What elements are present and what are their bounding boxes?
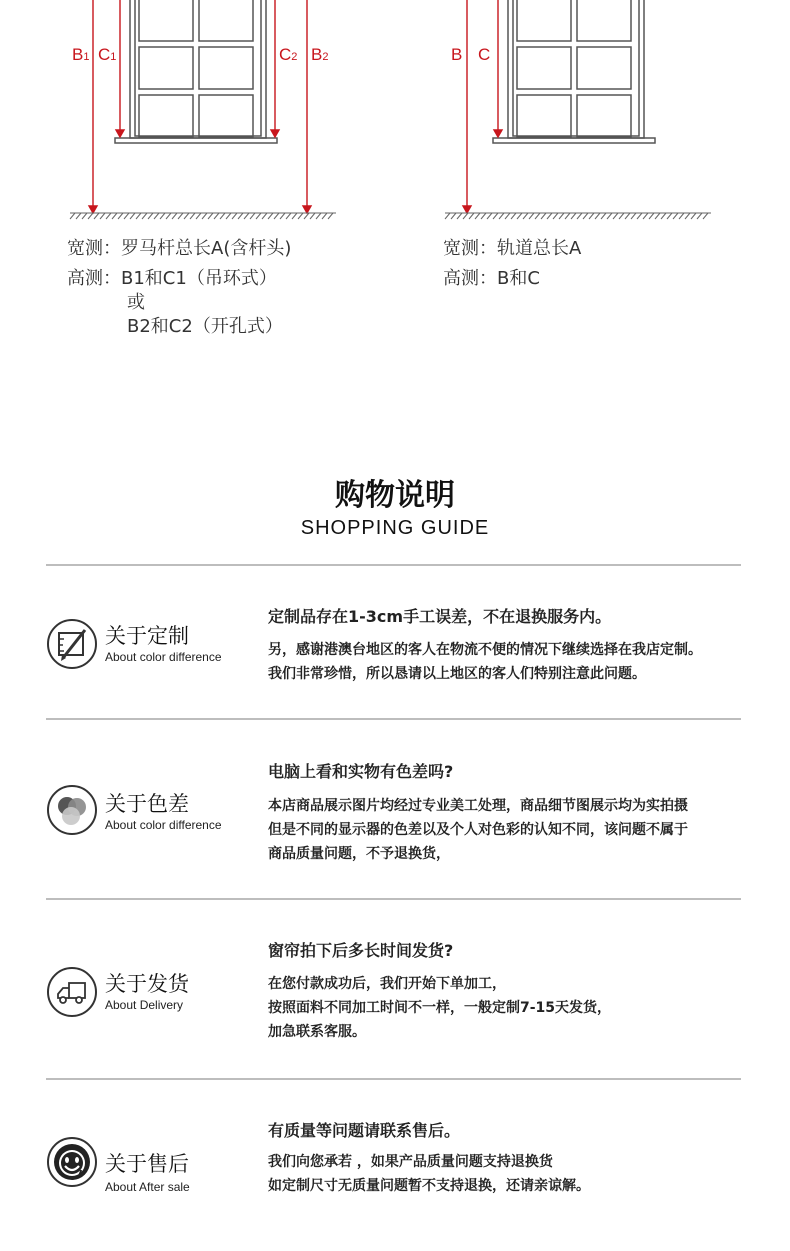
row-body (268, 638, 702, 686)
row-body-line: 本店商品展示图片均经过专业美工处理，商品细节图展示均为实拍摄 (268, 798, 688, 814)
hatch-mark (475, 213, 480, 219)
hatch-mark (112, 213, 117, 219)
hatch-mark (607, 213, 612, 219)
hatch-mark (625, 213, 630, 219)
left-height-caption: 高测：B1和C1（吊环式） (67, 268, 277, 289)
hatch-mark (274, 213, 279, 219)
hatch-mark (292, 213, 297, 219)
measurement-diagram (0, 0, 790, 240)
left-ground-hatch (70, 213, 333, 219)
hatch-mark (178, 213, 183, 219)
row-body (268, 794, 688, 866)
hatch-mark (595, 213, 600, 219)
hatch-mark (130, 213, 135, 219)
hatch-mark (457, 213, 462, 219)
row-subheading: About After sale (105, 1180, 190, 1194)
hatch-mark (238, 213, 243, 219)
hatch-mark (691, 213, 696, 219)
hatch-mark (679, 213, 684, 219)
hatch-mark (445, 213, 450, 219)
hatch-mark (655, 213, 660, 219)
hatch-mark (571, 213, 576, 219)
hatch-mark (286, 213, 291, 219)
hatch-mark (535, 213, 540, 219)
hatch-mark (208, 213, 213, 219)
hatch-mark (697, 213, 702, 219)
hatch-mark (703, 213, 708, 219)
hatch-mark (262, 213, 267, 219)
divider (46, 898, 741, 900)
hatch-mark (70, 213, 75, 219)
row-body (268, 1150, 590, 1198)
row-body-line: 我们非常珍惜，所以恳请以上地区的客人们特别注意此问题。 (268, 666, 646, 682)
hatch-mark (661, 213, 666, 219)
delivery-truck-icon (46, 966, 98, 1018)
label-b2: B2 (311, 45, 329, 64)
row-heading: 关于色差 (105, 792, 189, 816)
hatch-mark (172, 213, 177, 219)
hatch-mark (487, 213, 492, 219)
hatch-mark (124, 213, 129, 219)
left-measure-lines (89, 0, 311, 213)
hatch-mark (220, 213, 225, 219)
hatch-mark (523, 213, 528, 219)
row-body-line: 如定制尺寸无质量问题暂不支持退换，还请亲谅解。 (268, 1178, 590, 1194)
hatch-mark (637, 213, 642, 219)
hatch-mark (142, 213, 147, 219)
left-or-caption: 或 (127, 292, 145, 313)
row-subheading: About color difference (105, 650, 222, 664)
right-measure-lines (463, 0, 502, 213)
hatch-mark (160, 213, 165, 219)
hatch-mark (304, 213, 309, 219)
row-question: 窗帘拍下后多长时间发货? (268, 941, 454, 960)
left-width-caption: 宽测：罗马杆总长A(含杆头) (67, 238, 292, 259)
hatch-mark (214, 213, 219, 219)
hatch-mark (613, 213, 618, 219)
hatch-mark (154, 213, 159, 219)
hatch-mark (202, 213, 207, 219)
hatch-mark (631, 213, 636, 219)
hatch-mark (106, 213, 111, 219)
row-body-line: 按照面料不同加工时间不一样，一般定制7-15天发货， (268, 1000, 612, 1016)
hatch-mark (322, 213, 327, 219)
hatch-mark (94, 213, 99, 219)
hatch-mark (196, 213, 201, 219)
hatch-mark (553, 213, 558, 219)
hatch-mark (619, 213, 624, 219)
hatch-mark (100, 213, 105, 219)
hatch-mark (667, 213, 672, 219)
hatch-mark (148, 213, 153, 219)
row-subheading: About color difference (105, 818, 222, 832)
row-question: 有质量等问题请联系售后。 (268, 1121, 461, 1140)
hatch-mark (256, 213, 261, 219)
ruler-pencil-icon (46, 618, 98, 670)
divider (46, 564, 741, 566)
hatch-mark (244, 213, 249, 219)
row-heading: 关于定制 (105, 624, 189, 648)
right-window (493, 0, 655, 143)
row-body-line: 另，感谢港澳台地区的客人在物流不便的情况下继续选择在我店定制。 (268, 642, 702, 658)
right-ground-hatch (445, 213, 708, 219)
row-body-line: 加急联系客服。 (268, 1024, 366, 1040)
row-body-line: 商品质量问题，不予退换货， (268, 846, 450, 862)
hatch-mark (82, 213, 87, 219)
hatch-mark (310, 213, 315, 219)
label-c1: C1 (98, 45, 117, 64)
row-question: 电脑上看和实物有色差吗? (268, 762, 454, 781)
label-b1: B1 (72, 45, 90, 64)
hatch-mark (136, 213, 141, 219)
hatch-mark (565, 213, 570, 219)
label-b: B (451, 45, 463, 64)
hatch-mark (493, 213, 498, 219)
hatch-mark (166, 213, 171, 219)
row-question: 定制品存在1-3cm手工误差，不在退换服务内。 (268, 607, 612, 626)
color-circles-icon (46, 784, 98, 836)
label-c2: C2 (279, 45, 298, 64)
guide-subtitle: SHOPPING GUIDE (300, 517, 490, 539)
hatch-mark (463, 213, 468, 219)
hatch-mark (190, 213, 195, 219)
hatch-mark (226, 213, 231, 219)
hatch-mark (529, 213, 534, 219)
row-heading: 关于发货 (105, 972, 189, 996)
hatch-mark (643, 213, 648, 219)
hatch-mark (577, 213, 582, 219)
hatch-mark (328, 213, 333, 219)
hatch-mark (511, 213, 516, 219)
guide-title: 购物说明 (335, 478, 455, 513)
row-subheading: About Delivery (105, 998, 184, 1012)
hatch-mark (517, 213, 522, 219)
hatch-mark (232, 213, 237, 219)
hatch-mark (280, 213, 285, 219)
hatch-mark (541, 213, 546, 219)
row-heading: 关于售后 (105, 1152, 189, 1176)
hatch-mark (451, 213, 456, 219)
smiley-headset-icon (46, 1136, 98, 1188)
hatch-mark (268, 213, 273, 219)
row-body-line: 我们向您承若 ，如果产品质量问题支持退换货 (268, 1154, 553, 1170)
hatch-mark (298, 213, 303, 219)
hatch-mark (499, 213, 504, 219)
hatch-mark (469, 213, 474, 219)
left-window (115, 0, 277, 143)
hatch-mark (559, 213, 564, 219)
hatch-mark (547, 213, 552, 219)
hatch-mark (583, 213, 588, 219)
hatch-mark (505, 213, 510, 219)
divider (46, 718, 741, 720)
hatch-mark (316, 213, 321, 219)
hatch-mark (481, 213, 486, 219)
hatch-mark (589, 213, 594, 219)
right-width-caption: 宽测：轨道总长A (443, 238, 582, 259)
hatch-mark (76, 213, 81, 219)
label-c: C (478, 45, 491, 64)
hatch-mark (673, 213, 678, 219)
row-body (268, 972, 611, 1044)
divider (46, 1078, 741, 1080)
hatch-mark (184, 213, 189, 219)
right-height-caption: 高测：B和C (443, 268, 540, 289)
left-alt-caption: B2和C2（开孔式） (127, 316, 283, 337)
hatch-mark (601, 213, 606, 219)
row-body-line: 但是不同的显示器的色差以及个人对色彩的认知不同，该问题不属于 (268, 822, 688, 838)
hatch-mark (88, 213, 93, 219)
hatch-mark (250, 213, 255, 219)
hatch-mark (685, 213, 690, 219)
hatch-mark (118, 213, 123, 219)
row-body-line: 在您付款成功后，我们开始下单加工， (268, 976, 506, 992)
hatch-mark (649, 213, 654, 219)
